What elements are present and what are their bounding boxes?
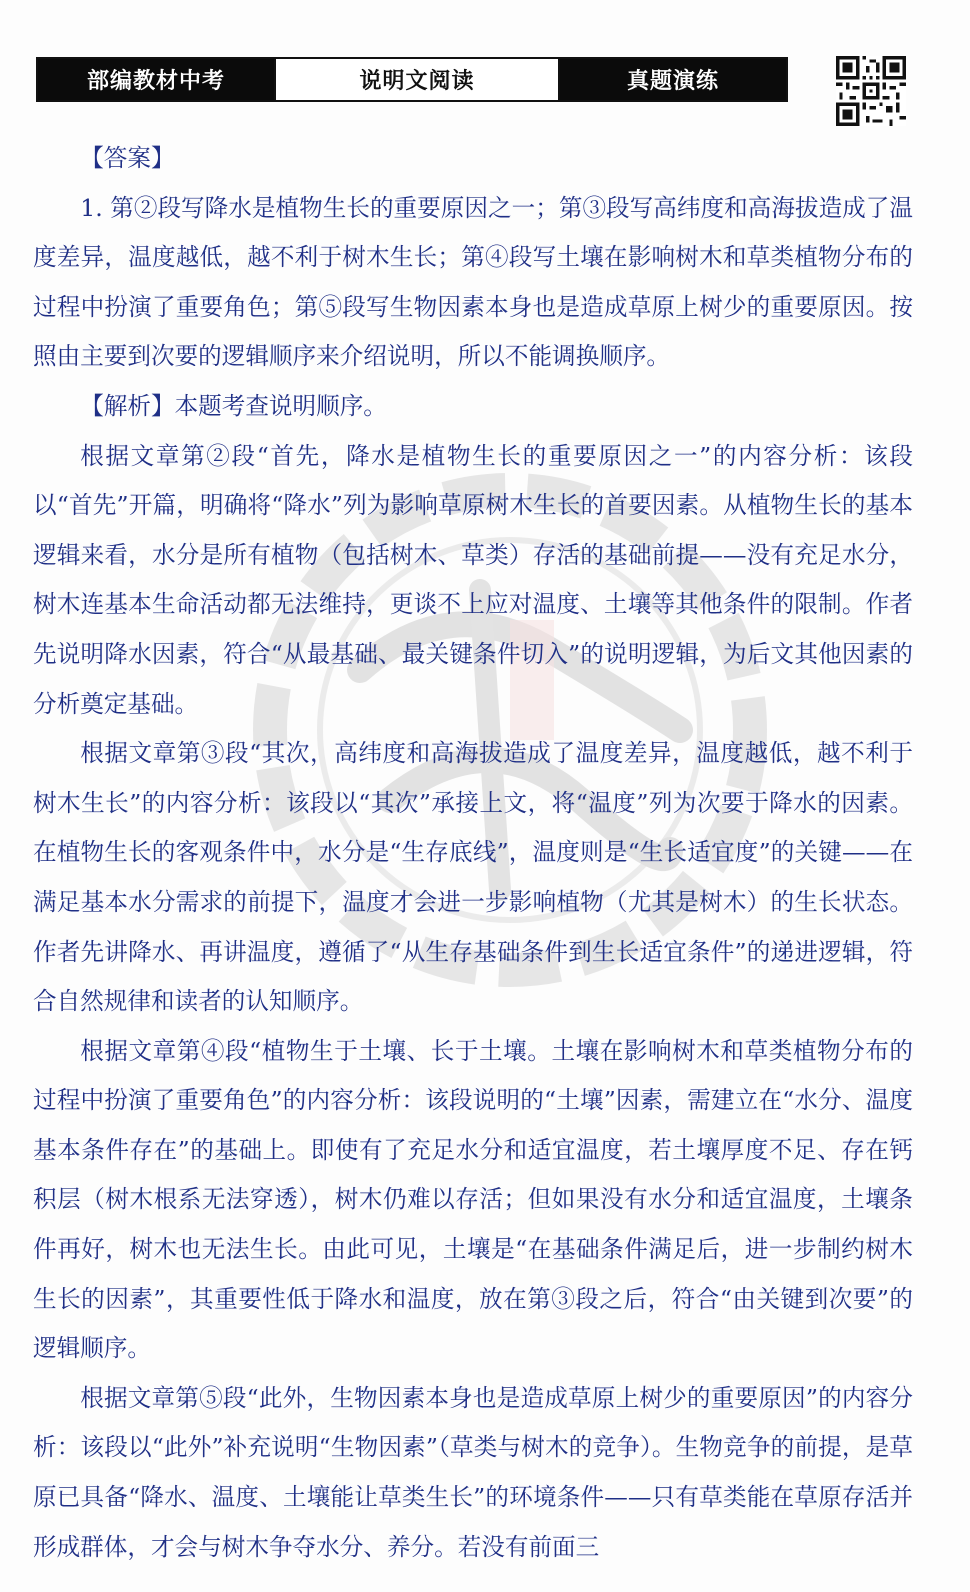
- header-right-label: 真题演练: [560, 59, 786, 100]
- analysis-paragraph-5: 根据文章第⑤段“此外，生物因素本身也是造成草原上树少的重要原因”的内容分析：该段以“此外”补充说明“生物因素”（草类与树木的竞争）。生物竞争的前提，是草原已具备“降水、温度、土壤能让草类生长”的环境条件——只有草类能在草原存活并形成群体，才会与树木争夺水分、养分。若没有前面三: [33, 1383, 913, 1561]
- header-bar: [36, 57, 788, 102]
- analysis-paragraph-2: 根据文章第②段“首先，降水是植物生长的重要原因之一”的内容分析：该段以“首先”开篇，明确将“降水”列为影响草原树木生长的首要因素。从植物生长的基本逻辑来看，水分是所有植物（包括树木、草类）存活的基础前提——没有充足水分，树木连基本生命活动都无法维持，更谈不上应对温度、土壤等其他条件的限制。作者先说明降水因素，符合“从最基础、最关键条件切入”的说明逻辑，为后文其他因素的分析奠定基础。: [33, 441, 913, 718]
- analysis-heading: [33, 382, 913, 432]
- main-content: [33, 134, 913, 1572]
- header-center-label: 说明文阅读: [274, 59, 560, 100]
- analysis-paragraph-4: 根据文章第④段“植物生于土壤、长于土壤。土壤在影响树木和草类植物分布的过程中扮演了重要角色”的内容分析：该段说明的“土壤”因素，需建立在“水分、温度基本条件存在”的基础上。即使有了充足水分和适宜温度，若土壤厚度不足、存在钙积层（树木根系无法穿透），树木仍难以存活；但如果没有水分和适宜温度，土壤条件再好，树木也无法生长。由此可见，土壤是“在基础条件满足后，进一步制约树木生长的因素”，其重要性低于降水和温度，放在第③段之后，符合“由关键到次要”的逻辑顺序。: [33, 1036, 913, 1363]
- header-left-label: 部编教材中考: [38, 59, 274, 100]
- qr-code-icon: [836, 56, 906, 126]
- answer-label: 【答案】: [80, 144, 175, 172]
- analysis-intro: 本题考查说明顺序。: [174, 391, 387, 420]
- answer-text: 1. 第②段写降水是植物生长的重要原因之一；第③段写高纬度和高海拔造成了温度差异，温度越低，越不利于树木生长；第④段写土壤在影响树木和草类植物分布的过程中扮演了重要角色；第⑤段写生物因素本身也是造成草原上树少的重要原因。按照由主要到次要的逻辑顺序来介绍说明，所以不能调换顺序。: [33, 193, 913, 371]
- analysis-label: 【解析】: [80, 391, 175, 420]
- analysis-paragraph-3: 根据文章第③段“其次，高纬度和高海拔造成了温度差异，温度越低，越不利于树木生长”的内容分析：该段以“其次”承接上文，将“温度”列为次要于降水的因素。在植物生长的客观条件中，水分是“生存底线”，温度则是“生长适宜度”的关键——在满足基本水分需求的前提下，温度才会进一步影响植物（尤其是树木）的生长状态。作者先讲降水、再讲温度，遵循了“从生存基础条件到生长适宜条件”的递进逻辑，符合自然规律和读者的认知顺序。: [33, 739, 913, 1016]
